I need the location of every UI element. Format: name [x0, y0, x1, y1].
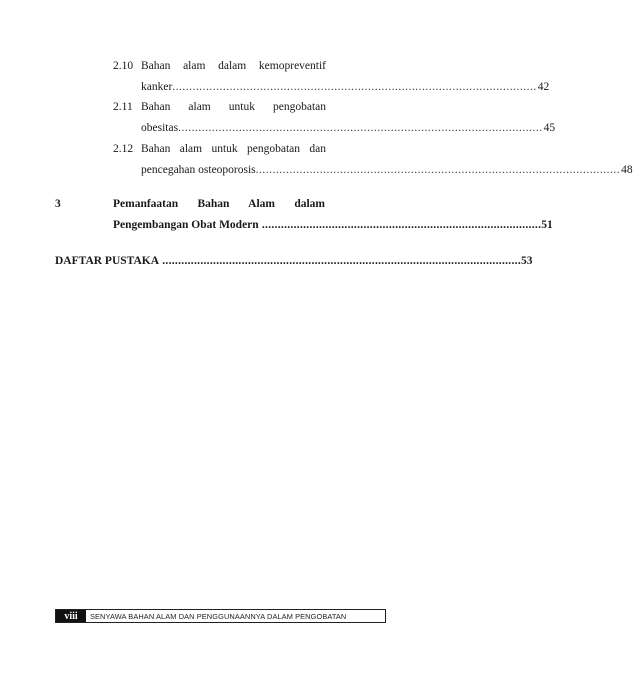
dot-leader: ............................................................................................................ — [172, 81, 537, 93]
references-label: DAFTAR PUSTAKA — [55, 255, 160, 267]
toc-entry-number: 2.12 — [113, 143, 134, 155]
footer-page-number: viii — [56, 610, 86, 622]
footer-book-title: SENYAWA BAHAN ALAM DAN PENGGUNAANNYA DALAM PENGOBATAN — [90, 611, 347, 621]
dot-leader: ........................................................................................ — [258, 219, 542, 231]
dot-leader: ............................................................................................................ — [178, 122, 543, 134]
toc-entry-title-line1: Bahan alam untuk pengobatan — [141, 101, 326, 113]
dot-leader: ............................................................................................................ — [255, 164, 621, 176]
toc-entry-title-line1: Bahan alam dalam kemopreventif — [141, 60, 326, 72]
chapter-title-line1: Pemanfaatan Bahan Alam dalam — [113, 198, 325, 210]
toc-references-entry[interactable] — [55, 251, 533, 272]
chapter-title-line2: Pengembangan Obat Modern — [113, 219, 259, 231]
toc-entry-title-line1: Bahan alam untuk pengobatan dan — [141, 143, 326, 155]
toc-entry-number: 2.11 — [113, 101, 133, 113]
toc-entry-title-line2: pencegahan osteoporosis — [141, 164, 256, 176]
toc-entry-page: 48 — [621, 164, 633, 176]
toc-entry-number: 2.10 — [113, 60, 134, 72]
toc-entry-title-line2: obesitas — [141, 122, 179, 134]
toc-entry-page: 42 — [537, 81, 550, 93]
toc-entry-page: 45 — [543, 122, 556, 134]
page-footer — [55, 609, 386, 623]
toc-entry-title-line2: kanker — [141, 81, 173, 93]
references-page: 53 — [521, 255, 533, 267]
dot-leader: ................................................................................................................. — [159, 255, 521, 267]
chapter-page: 51 — [541, 219, 553, 231]
chapter-number: 3 — [55, 198, 61, 210]
